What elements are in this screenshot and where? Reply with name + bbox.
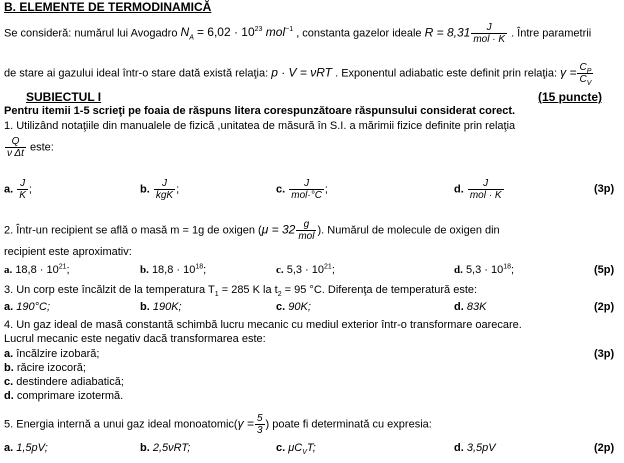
q2-points: (5p) (594, 264, 615, 276)
intro-text-d: de stare ai gazului ideal într-o stare dată există relaţia: (4, 67, 269, 80)
q5-points: (2p) (594, 442, 615, 454)
q1-option-c[interactable]: c. $\frac{J}{\text{mol·°C}}$ ; (276, 178, 328, 201)
q5-option-b[interactable]: b. 2,5νRT; (140, 442, 191, 454)
section-title: B. ELEMENTE DE TERMODINAMICĂ (4, 0, 212, 14)
q2-text-line-2: recipient este aproximativ: (4, 246, 132, 258)
gamma-def: γ = (560, 65, 577, 80)
subject-points: (15 puncte) (538, 90, 603, 104)
q2-option-d[interactable]: d. $5,3 \cdot 10^{18}$; (454, 263, 515, 276)
q1-option-d[interactable]: d. $\frac{J}{\text{mol · K}}$ (454, 178, 502, 201)
q4-option-d[interactable]: d. comprimare izotermă. (4, 390, 124, 402)
subject-title: SUBIECTUL I (26, 90, 102, 104)
q5-option-d[interactable]: d. 3,5pV (454, 442, 496, 454)
q3-text: 3. Un corp este încălzit de la temperatura $T_1 = 285$ K la $t_2 = 95$ °C. Diferenţa de temperatură este: (4, 284, 478, 299)
q1-fraction: $\frac{Q}{\text{ν Δt}}$ (7, 136, 24, 159)
q1-text-end: este: (29, 141, 54, 154)
q4-text-line-1: 4. Un gaz ideal de masă constantă schimbă lucru mecanic cu mediul exterior într-o transformare oarecare. (4, 319, 522, 331)
gas-constant: R = 8,31 (424, 25, 471, 40)
q1-option-a[interactable]: a. $\frac{J}{K}$ ; (4, 178, 32, 201)
q3-option-d[interactable]: d. 83K (454, 301, 487, 313)
q4-option-a[interactable]: a. încălzire izobară; (4, 348, 100, 360)
intro-text-a: Se consideră: numărul lui Avogadro (4, 27, 178, 40)
gamma-fraction: $\frac{C_P}{C_V}$ (579, 62, 592, 87)
q5-option-c[interactable]: c. $\mu C_VT$; (276, 442, 316, 457)
q2-option-c[interactable]: c. $5,3 \cdot 10^{21}$; (276, 263, 335, 276)
intro-line-2 (4, 62, 594, 85)
q1-fraction-line (4, 136, 54, 159)
q4-option-b[interactable]: b. răcire izocoră; (4, 362, 86, 374)
q4-points: (3p) (594, 348, 615, 360)
intro-text-c: . Între parametrii (511, 27, 592, 40)
q5-option-a[interactable]: a. 1,5pV; (4, 442, 48, 454)
q1-text: 1. Utilizând notaţiile din manualele de fizică ,unitatea de măsură în S.I. a mărimii fizice definite prin relaţia (4, 120, 516, 132)
q1-points: (3p) (594, 183, 615, 195)
q4-text-line-2: Lucrul mecanic este negativ dacă transformarea este: (4, 333, 266, 345)
q5-text: 5. Energia internă a unui gaz ideal monoatomic(γ = $\frac{5}{3}$ ) poate fi determinată cu expresia: (4, 413, 432, 436)
subject-instruction: Pentru itemii 1-5 scrieţi pe foaia de răspuns litera corespunzătoare răspunsului considerat corect. (4, 105, 516, 117)
avogadro-symbol: $N_A$ (180, 25, 194, 42)
q2-option-b[interactable]: b. $18,8 \cdot 10^{18}$; (140, 263, 207, 276)
intro-text-b: , constanta gazelor ideale (296, 27, 422, 40)
state-equation: p · V = νRT (271, 65, 333, 80)
q1-option-b[interactable]: b. $\frac{J}{\text{kgK}}$ ; (140, 178, 180, 201)
intro-line-1 (4, 22, 591, 45)
q3-option-b[interactable]: b. 190K; (140, 301, 182, 313)
q3-option-c[interactable]: c. 90K; (276, 301, 311, 313)
q4-option-c[interactable]: c. destindere adiabatică; (4, 376, 124, 388)
q3-points: (2p) (594, 301, 615, 313)
intro-text-e: . Exponentul adiabatic este definit prin relaţia: (335, 67, 558, 80)
q2-option-a[interactable]: a. $18,8 \cdot 10^{21}$; (4, 263, 70, 276)
gas-constant-unit: $\frac{J}{\text{mol · K}}$ (473, 22, 505, 45)
avogadro-value: = $6,02 \cdot 10^{23}$ mol$^{-1}$ (196, 25, 294, 40)
q3-option-a[interactable]: a. 190°C; (4, 301, 51, 313)
q2-text-line-1: 2. Într-un recipient se află o masă m = 1g de oxigen (μ = 32 $\frac{g}{\text{mol}}$ ). Numărul de molecule de oxigen din (4, 219, 500, 242)
